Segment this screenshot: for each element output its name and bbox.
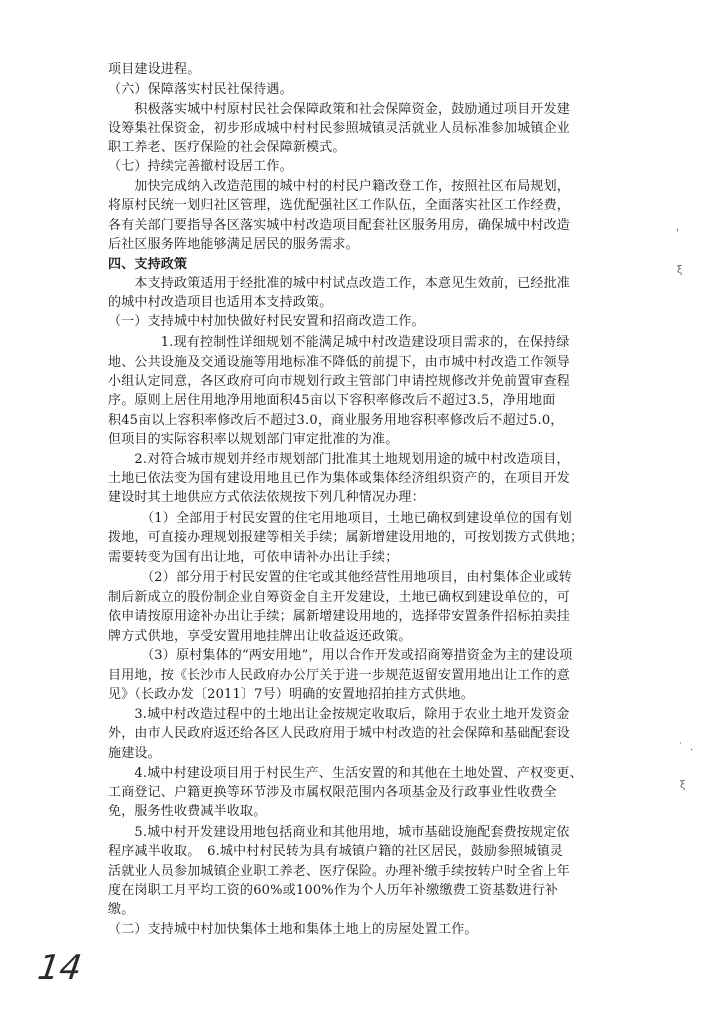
- scan-speck: ξ: [677, 265, 683, 276]
- text-line: 加快完成纳入改造范围的城中村的村民户籍改登工作，按照社区布局规划，: [108, 179, 571, 194]
- text-line: 将原村民统一划归社区管理，选优配强社区工作队伍，全面落实社区工作经费，: [108, 198, 571, 213]
- text-line: 外，由市人民政府返还给各区人民政府用于城中村改造的社会保障和基础配套设: [108, 726, 571, 741]
- handwritten-page-number: 14: [35, 948, 85, 988]
- text-line: 5.城中村开发建设用地包括商业和其他用地，城市基础设施配套费按规定依: [108, 825, 570, 840]
- text-line: 程序减半收取。 6.城中村村民转为具有城镇户籍的社区居民，鼓励参照城镇灵: [108, 844, 564, 859]
- text-line: 需要转变为国有出让地，可依申请补办出让手续；: [108, 550, 399, 565]
- scan-speck: ·: [690, 745, 694, 756]
- text-line: 后社区服务阵地能够满足居民的服务需求。: [108, 237, 359, 252]
- text-line: 免，服务性收费减半收取。: [108, 804, 267, 819]
- text-line: （1）全部用于村民安置的住宅用地项目，土地已确权到建设单位的国有划: [108, 511, 572, 526]
- text-line: 建设时其土地供应方式依法依规按下列几种情况办理：: [108, 490, 425, 505]
- text-line: （一）支持城中村加快做好村民安置和招商改造工作。: [108, 314, 425, 329]
- scan-speck: ˙: [678, 742, 683, 753]
- scan-speck: ξ: [680, 780, 686, 791]
- text-line: 序。原则上居住用地净用地面积45亩以下容积率修改后不超过3.5，净用地面: [108, 393, 556, 408]
- section-heading: 四、支持政策: [108, 257, 188, 272]
- text-line: 活就业人员参加城镇企业职工养老、医疗保险。办理补缴手续按转户时全省上年: [108, 864, 571, 879]
- text-line: 4.城中村建设项目用于村民生产、生活安置的和其他在土地处置、产权变更、: [108, 766, 583, 781]
- text-line: 牌方式供地，享受安置用地挂牌出让收益返还政策。: [108, 629, 412, 644]
- text-line: 度在岗职工月平均工资的60%或100%作为个人历年补缴缴费工资基数进行补: [108, 883, 559, 898]
- text-line: 各有关部门要指导各区落实城中村改造项目配套社区服务用房，确保城中村改造: [108, 218, 571, 233]
- text-line: 职工养老、医疗保险的社会保障新模式。: [108, 140, 346, 155]
- text-line: （二）支持城中村加快集体土地和集体土地上的房屋处置工作。: [108, 922, 478, 937]
- scan-speck: ': [676, 228, 679, 239]
- text-line: 缴。: [108, 902, 135, 917]
- text-line: 积45亩以上容积率修改后不超过3.0，商业服务用地容积率修改后不超过5.0，: [108, 413, 564, 428]
- text-line: 依申请按原用途补办出让手续；属新增建设用地的，选择带安置条件招标拍卖挂: [108, 609, 571, 624]
- text-line: 3.城中村改造过程中的土地出让金按规定收取后，除用于农业土地开发资金: [108, 707, 570, 722]
- text-line: （2）部分用于村民安置的住宅或其他经营性用地项目，由村集体企业或转: [108, 570, 572, 585]
- text-line: （六）保障落实村民社保待遇。: [108, 82, 293, 97]
- text-line: 的城中村改造项目也适用本支持政策。: [108, 295, 333, 310]
- text-line: 土地已依法变为国有建设用地且已作为集体或集体经济组织资产的，在项目开发: [108, 471, 571, 486]
- text-line: 拨地，可直接办理规划报建等相关手续；属新增建设用地的，可按划拨方式供地；: [108, 530, 584, 545]
- text-line: 工商登记、户籍更换等环节涉及市属权限范围内各项基金及行政事业性收费全: [108, 785, 557, 800]
- text-line: 目用地，按《长沙市人民政府办公厅关于进一步规范返留安置用地出让工作的意: [108, 668, 571, 683]
- text-line: （3）原村集体的“两安用地”，用以合作开发或招商筹措资金为主的建设项: [108, 648, 573, 663]
- text-line: 1.现有控制性详细规划不能满足城中村改造建设项目需求的，在保持绿: [108, 335, 570, 350]
- text-line: 地、公共设施及交通设施等用地标准不降低的前提下，由市城中村改造工作领导: [108, 355, 571, 370]
- text-line: 施建设。: [108, 746, 161, 761]
- text-line: 见》（长政办发〔2011〕7号）明确的安置地招拍挂方式供地。: [108, 687, 474, 702]
- text-line: 但项目的实际容积率以规划部门审定批准的为准。: [108, 432, 399, 447]
- text-line: 小组认定同意，各区政府可向市规划行政主管部门申请控规修改并免前置审查程: [108, 374, 571, 389]
- text-line: 本支持政策适用于经批准的城中村试点改造工作，本意见生效前，已经批准: [108, 276, 571, 291]
- text-line: 2.对符合城市规划并经市规划部门批准其土地规划用途的城中村改造项目，: [108, 452, 570, 467]
- text-line: 制后新成立的股份制企业自筹资金自主开发建设，土地已确权到建设单位的，可: [108, 590, 571, 605]
- text-line: （七）持续完善撤村设居工作。: [108, 159, 293, 174]
- text-line: 设筹集社保资金，初步形成城中村村民参照城镇灵活就业人员标准参加城镇企业: [108, 121, 571, 136]
- text-line: 积极落实城中村原村民社会保障政策和社会保障资金，鼓励通过项目开发建: [108, 102, 571, 117]
- text-line: 项目建设进程。: [108, 62, 201, 77]
